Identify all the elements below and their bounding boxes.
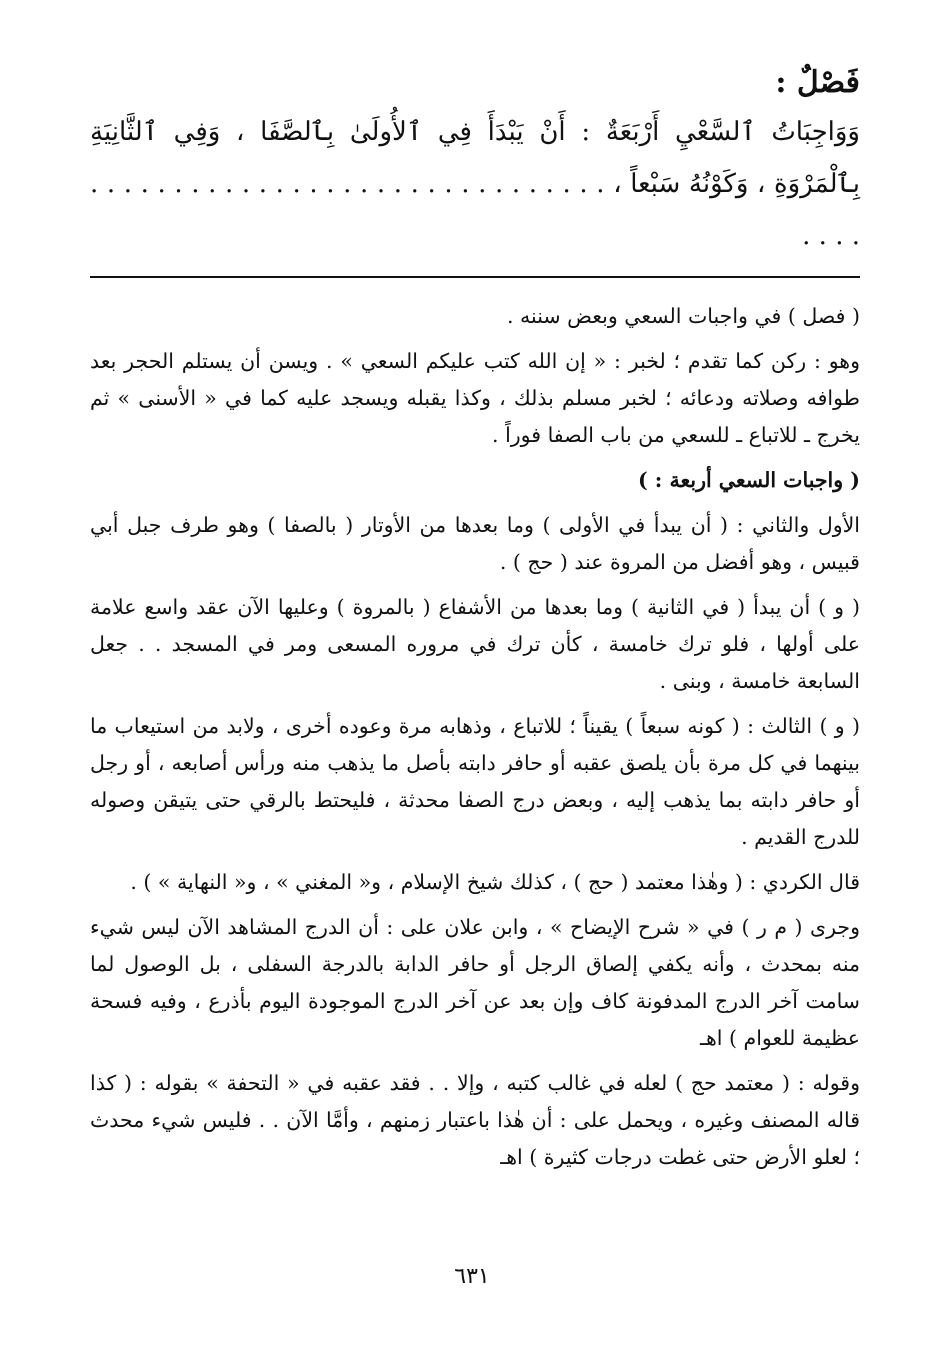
- matn-dots: . . . . . . . . . . . . . . . . . . . . . . . . . . . . . . . . . . .: [90, 169, 860, 251]
- commentary: [90, 298, 860, 1176]
- commentary-paragraph: ( واجبات السعي أربعة : ): [637, 468, 860, 492]
- section-heading: فَصْلٌ :: [775, 65, 860, 100]
- commentary-paragraph: ( فصل ) في واجبات السعي وبعض سننه .: [507, 304, 860, 328]
- commentary-paragraph: وقوله : ( معتمد حج ) لعله في غالب كتبه ، وإلا . . فقد عقبه في « التحفة » بقوله : ( كذا قاله المصنف وغيره ، ويحمل على : أن هٰذا باعتبار زمنهم ، وأمَّا الآن . . فليس شيء محدث ؛ لعلو الأرض حتى غطت درجات كثيرة ) اهـ: [90, 1071, 860, 1169]
- matn-sentence: وَوَاجِبَاتُ ٱلسَّعْيِ أَرْبَعَةٌ : أَنْ يَبْدَأَ فِي ٱلأُولَىٰ بِٱلصَّفَا ، وَفِي ٱلثَّانِيَةِ بِٱلْمَرْوَةِ ، وَكَوْنُهُ سَبْعاً ،: [90, 117, 861, 199]
- commentary-paragraph: ( و ) الثالث : ( كونه سبعاً ) يقيناً ؛ للاتباع ، وذهابه مرة وعوده أخرى ، ولابد من استيعاب ما بينهما في كل مرة بأن يلصق عقبه أو حافر دابته بأصل ما يذهب منه ورأس أصابعه ، أو رجل أو حافر دابته بما يذهب إليه ، وبعض درج الصفا محدثة ، فليحتط بالرقي حتى يتيقن وصوله للدرج القديم .: [90, 714, 860, 849]
- page-body: [90, 60, 860, 1184]
- commentary-paragraph: ( و ) أن يبدأ ( في الثانية ) وما بعدها من الأشفاع ( بالمروة ) وعليها الآن عقد واسع علامة على أولها ، فلو ترك خامسة ، كأن ترك في مروره المسعى ومر في المسجد . . جعل السابعة خامسة ، وبنى .: [90, 595, 860, 693]
- commentary-paragraph: وهو : ركن كما تقدم ؛ لخبر : « إن الله كتب عليكم السعي » . ويسن أن يستلم الحجر بعد طوافه وصلاته ودعائه ؛ لخبر مسلم بذلك ، وكذا يقبله ويسجد عليه كما في « الأسنى » ثم يخرج ـ للاتباع ـ للسعي من باب الصفا فوراً .: [90, 349, 860, 447]
- commentary-paragraph: وجرى ( م ر ) في « شرح الإيضاح » ، وابن علان على : أن الدرج المشاهد الآن ليس شيء منه بمحدث ، وأنه يكفي إلصاق الرجل أو حافر الدابة بالدرجة السفلى ، بل الوصول لما سامت آخر الدرج المدفونة كاف وإن بعد عن آخر الدرج الموجودة اليوم بأذرع ، وفيه فسحة عظيمة للعوام ) اهـ: [90, 915, 860, 1050]
- commentary-paragraph: قال الكردي : ( وهٰذا معتمد ( حج ) ، كذلك شيخ الإسلام ، و« المغني » ، و« النهاية » ) .: [130, 870, 860, 894]
- page-number: ٦٣١: [454, 1264, 490, 1289]
- footnote-divider: [90, 276, 860, 278]
- matn-text: [90, 106, 860, 262]
- commentary-paragraph: الأول والثاني : ( أن يبدأ في الأولى ) وما بعدها من الأوتار ( بالصفا ) وهو طرف جبل أبي قبيس ، وهو أفضل من المروة عند ( حج ) .: [90, 513, 860, 574]
